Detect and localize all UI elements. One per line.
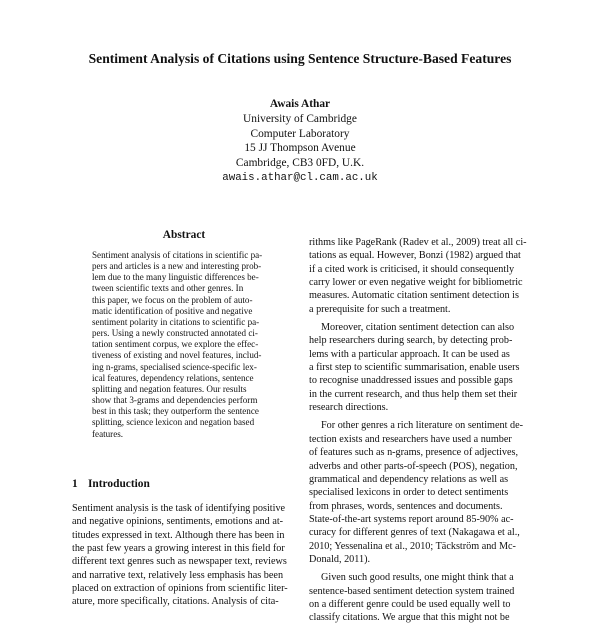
body-line: in the current research, and thus help them set their xyxy=(309,388,518,400)
abstract-line: ical features, dependency relations, sentence xyxy=(92,372,254,383)
paragraph xyxy=(309,236,535,316)
intro-line: placed on extraction of opinions from scientific liter- xyxy=(72,583,288,595)
intro-line: ature, more specifically, citations. Analysis of cita- xyxy=(72,596,279,608)
body-line: of features such as n-grams, presence of adjectives, xyxy=(309,447,519,459)
body-line: on a different genre could be used equally well to xyxy=(309,598,511,610)
body-line: from phrases, words, sentences and documents. xyxy=(309,500,503,512)
paragraph xyxy=(309,321,535,414)
body-line: classify citations. We argue that this might not be xyxy=(309,612,510,624)
body-line: specialised lexicons in order to detect sentiments xyxy=(309,487,509,499)
author-name: Awais Athar xyxy=(269,98,331,110)
author-email: awais.athar@cl.cam.ac.uk xyxy=(222,171,378,184)
abstract-line: splitting, science lexicon and negation based xyxy=(92,417,255,428)
abstract-line: pers. Using a newly constructed annotated ci- xyxy=(92,328,258,339)
abstract-line: sentiment polarity in citations to scientific pa- xyxy=(92,316,260,327)
intro-line: Sentiment analysis is the task of identifying positive xyxy=(72,503,286,514)
body-line: Given such good results, one might think that a xyxy=(321,572,514,584)
abstract-heading: Abstract xyxy=(162,229,206,241)
abstract-line: best in this task; they outperform the sentence xyxy=(92,406,259,417)
body-line: 2010; Yessenalina et al., 2010; Täckström and Mc- xyxy=(309,540,516,552)
abstract-body xyxy=(92,250,276,440)
body-line: carry lower or even negative weight for bibliometric xyxy=(309,277,523,289)
paragraph xyxy=(309,419,535,566)
abstract-line: Sentiment analysis of citations in scientific pa- xyxy=(92,250,263,260)
affiliation-line: Computer Laboratory xyxy=(250,127,350,140)
body-line: tations as equal. However, Bonzi (1982) argued that xyxy=(309,250,521,262)
affiliation-line: 15 JJ Thompson Avenue xyxy=(244,142,356,155)
body-line: research directions. xyxy=(309,402,389,414)
body-line: State-of-the-art systems report around 85-90% ac- xyxy=(309,513,514,525)
intro-line: the past few years a growing interest in this field for xyxy=(72,543,285,555)
abstract-line: tiveness of existing and novel features, includ- xyxy=(92,350,262,361)
paper-title: Sentiment Analysis of Citations using Sentence Structure-Based Features xyxy=(88,51,512,66)
body-line: measures. Automatic citation sentiment detection is xyxy=(309,290,519,302)
abstract-line: pers and articles is a new and interesting prob- xyxy=(92,261,262,272)
body-line: grammatical and dependency relations as well as xyxy=(309,473,509,485)
abstract-line: features. xyxy=(92,428,124,439)
body-line: Donald, 2011). xyxy=(309,553,371,565)
body-line: lems with a particular approach. It can be used as xyxy=(309,348,510,360)
affiliation-line: University of Cambridge xyxy=(243,112,357,125)
section-number: 1 xyxy=(72,478,78,490)
body-line: Moreover, citation sentiment detection can also xyxy=(321,322,515,334)
abstract-line: ing n-grams, specialised science-specific lex- xyxy=(92,361,257,372)
abstract-line: lem due to the many linguistic differences be- xyxy=(92,272,259,283)
abstract-line: show that 3-grams and dependencies perform xyxy=(92,395,258,406)
body-line: tection exists and researchers have used a number xyxy=(309,433,512,445)
body-line: For other genres a rich literature on sentiment de- xyxy=(321,420,523,432)
paragraph xyxy=(309,571,535,624)
body-line: rithms like PageRank (Radev et al., 2009) treat all ci- xyxy=(309,237,527,248)
intro-line: different text genres such as newspaper text, reviews xyxy=(72,556,287,568)
abstract-line: splitting and negation features. Our results xyxy=(92,383,247,394)
author-block xyxy=(0,97,600,186)
affiliation-line: Cambridge, CB3 0FD, U.K. xyxy=(235,157,365,170)
abstract-line: matic identification of positive and negative xyxy=(92,305,253,316)
right-column-body xyxy=(309,236,535,625)
body-line: a first step to scientific summarisation, enable users xyxy=(309,362,520,374)
body-line: adverbs and other parts-of-speech (POS), negation, xyxy=(309,460,518,472)
introduction-body xyxy=(72,502,298,609)
body-line: if a cited work is criticised, it should consequently xyxy=(309,263,515,275)
section-heading-introduction xyxy=(72,477,302,491)
intro-line: and narrative text, relatively less emphasis has been xyxy=(72,569,284,581)
body-line: curacy for different genres of text (Nakagawa et al., xyxy=(309,527,520,539)
body-line: sentence-based sentiment detection system trained xyxy=(309,585,515,597)
abstract-line: tation sentiment corpus, we explore the effec- xyxy=(92,339,259,350)
body-line: to recognise unaddressed issues and possible gaps xyxy=(309,375,513,387)
abstract-line: tween scientific texts and other genres. In xyxy=(92,283,244,294)
body-line: help researchers during search, by detecting prob- xyxy=(309,335,513,347)
abstract-line: this paper, we focus on the problem of auto- xyxy=(92,294,253,305)
body-line: a prerequisite for such a treatment. xyxy=(309,303,451,315)
intro-line: titudes expressed in text. Although there has been in xyxy=(72,529,285,541)
section-title: Introduction xyxy=(88,478,150,490)
intro-line: and negative opinions, sentiments, emotions and at- xyxy=(72,516,284,528)
